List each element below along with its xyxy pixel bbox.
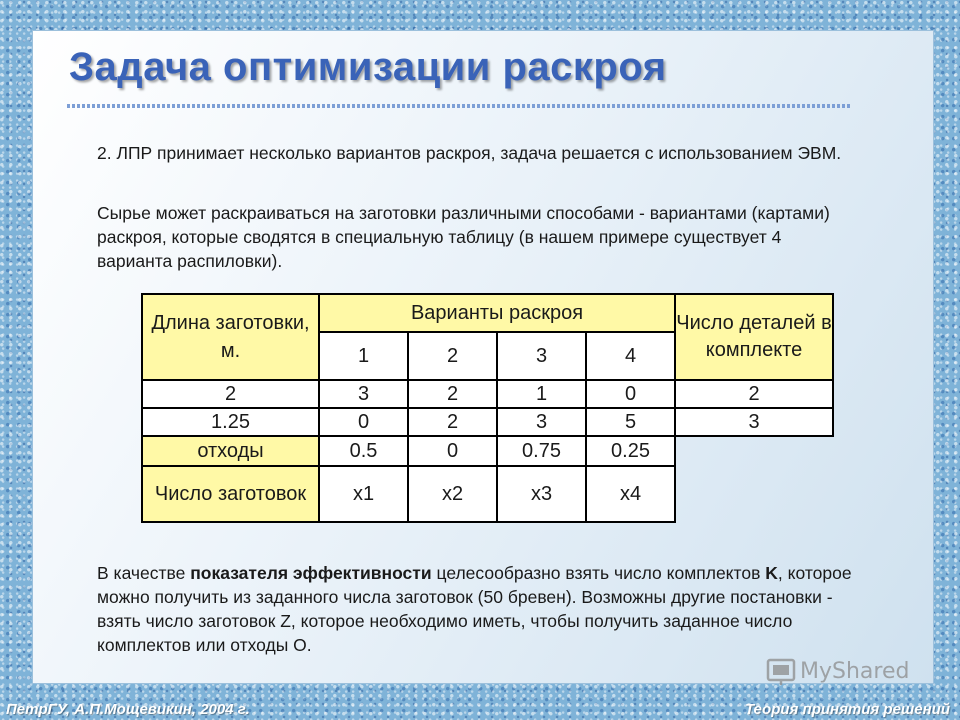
row-parts: 2 [675, 380, 833, 408]
waste-label: отходы [142, 436, 319, 466]
variant-header-3: 3 [497, 332, 586, 380]
footer-course: Теория принятия решений [744, 701, 950, 718]
variant-header-2: 2 [408, 332, 497, 380]
count-cell: x4 [586, 466, 675, 522]
count-row [142, 466, 833, 522]
count-cell: x2 [408, 466, 497, 522]
variant-header-4: 4 [586, 332, 675, 380]
cell: 0 [586, 380, 675, 408]
variable-k: K [765, 563, 778, 583]
title-underline [67, 104, 851, 108]
waste-row [142, 436, 833, 466]
watermark [766, 654, 909, 688]
efficiency-term: показателя эффективности [190, 563, 432, 583]
slideshow-icon [766, 656, 796, 686]
slide [32, 30, 934, 684]
cell: 1 [497, 380, 586, 408]
count-cell: x1 [319, 466, 408, 522]
count-cell: x3 [497, 466, 586, 522]
header-length: Длина заготовки, м. [142, 294, 319, 380]
paragraph-3-text-1: В качестве [97, 563, 191, 583]
paragraph-3-text-2: целесообразно взять число комплектов [431, 563, 766, 583]
table-row [142, 408, 833, 436]
header-variants: Варианты раскроя [319, 294, 675, 332]
cutting-table [141, 293, 834, 523]
cell: 3 [497, 408, 586, 436]
table-row [142, 380, 833, 408]
paragraph-3 [97, 561, 857, 657]
paragraph-2: Сырье может раскраиваться на заготовки различными способами - вариантами (картами) раскроя, которые сводятся в специальную таблицу (в нашем примере существует 4 варианта распиловки). [97, 203, 830, 271]
row-parts: 3 [675, 408, 833, 436]
count-label: Число заготовок [142, 466, 319, 522]
waste-cell: 0.5 [319, 436, 408, 466]
waste-cell: 0.75 [497, 436, 586, 466]
cell: 2 [408, 408, 497, 436]
paragraph-3-text-3: , которое можно получить из заданного числа заготовок (50 бревен). Возможны другие постановки - взять число заготовок Z, которое необходимо иметь, чтобы получить заданное число комплектов или отходы О. [97, 563, 852, 655]
cell: 2 [408, 380, 497, 408]
page-title: Задача оптимизации раскроя [69, 45, 667, 89]
variant-header-1: 1 [319, 332, 408, 380]
row-length: 1.25 [142, 408, 319, 436]
watermark-text: MyShared [800, 658, 910, 684]
cell: 0 [319, 408, 408, 436]
header-parts: Число деталей в комплекте [675, 294, 833, 380]
waste-cell: 0.25 [586, 436, 675, 466]
cell: 5 [586, 408, 675, 436]
row-length: 2 [142, 380, 319, 408]
paragraph-1: 2. ЛПР принимает несколько вариантов раскроя, задача решается с использованием ЭВМ. [97, 143, 842, 163]
cell: 3 [319, 380, 408, 408]
waste-cell: 0 [408, 436, 497, 466]
footer-author: ПетрГУ, А.П.Мощевикин, 2004 г. [6, 701, 250, 718]
